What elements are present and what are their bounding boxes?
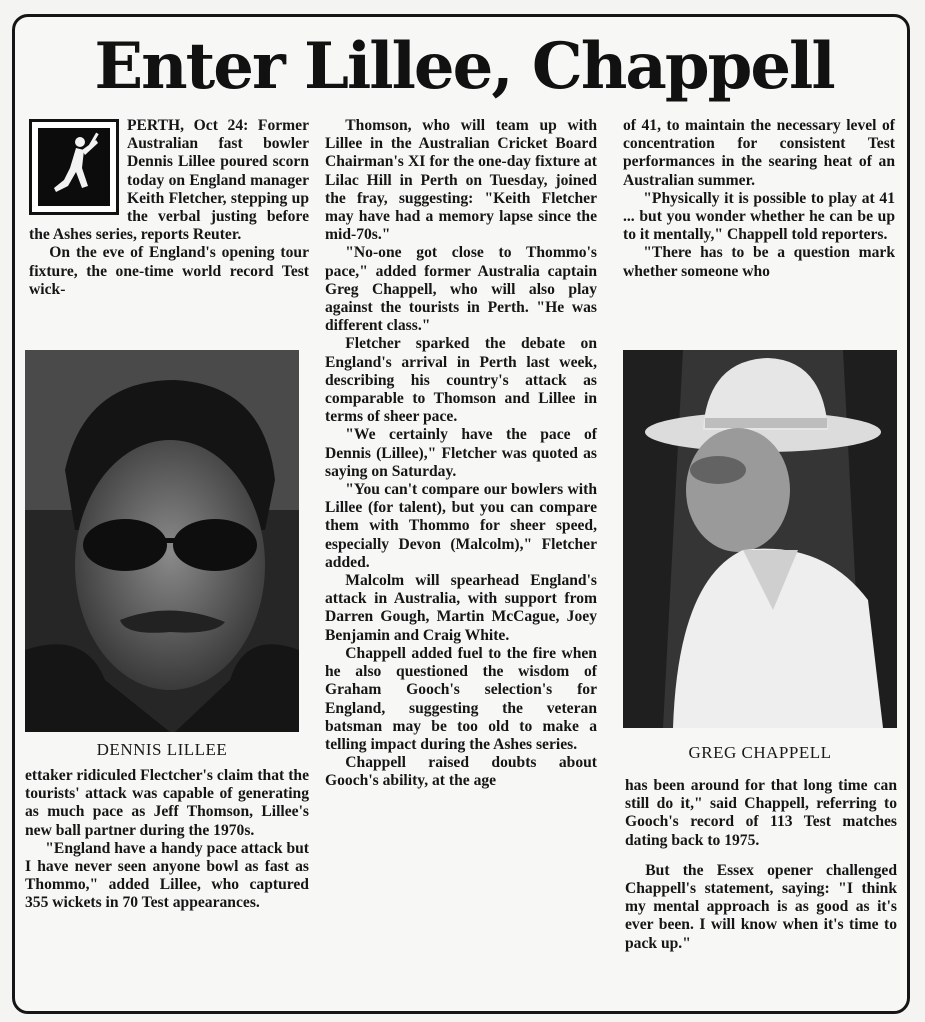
paragraph: "There has to be a question mark whether someone who: [623, 244, 895, 280]
paragraph: Chappell raised doubts about Gooch's ability, at the age: [325, 754, 597, 790]
column-3-bottom: [625, 777, 897, 953]
column-1-top: [29, 117, 309, 299]
paragraph: of 41, to maintain the necessary level of concentration for consistent Test performances in the searing heat of an Australian summer.: [623, 117, 895, 189]
paragraph: Chappell added fuel to the fire when he also questioned the wisdom of Graham Gooch's selection's for England, suggesting the veteran batsman may be too old to make a telling impact during the Ashes series.: [325, 644, 597, 753]
headline: Enter Lillee, Chappell: [94, 29, 834, 104]
cricketer-icon: [38, 128, 110, 206]
paragraph: Thomson, who will team up with Lillee in the Australian Cricket Board Chairman's XI for the one-day fixture at Lilac Hill in Perth on Tuesday, joined the fray, suggesting: "Keith Fletcher may have had a memory lapse since the mid-70s.": [325, 117, 597, 244]
column-3-top: [623, 117, 895, 281]
column-1-bottom: [25, 767, 309, 913]
newspaper-clipping: [12, 14, 910, 1014]
paragraph: PERTH, Oct 24: Former Australian fast bowler Dennis Lillee poured scorn today on England manager Keith Fletcher, stepping up the verbal justing before the Ashes series, reports Reuter.: [29, 117, 309, 244]
paragraph: "No-one got close to Thommo's pace," added former Australia captain Greg Chappell, who will also play against the tourists in Perth. "He was different class.": [325, 244, 597, 335]
caption-greg-chappell: GREG CHAPPELL: [688, 743, 832, 762]
column-2: [325, 117, 597, 791]
paragraph: has been around for that long time can still do it," said Chappell, referring to Gooch's record of 113 Test matches dating back to 1975.: [625, 777, 897, 849]
paragraph: "We certainly have the pace of Dennis (Lillee)," Fletcher was quoted as saying on Saturday.: [325, 426, 597, 480]
paragraph: "England have a handy pace attack but I have never seen anyone bowl as fast as Thommo," added Lillee, who captured 355 wickets in 70 Test appearances.: [25, 839, 309, 912]
paragraph: ettaker ridiculed Flectcher's claim that the tourists' attack was capable of generating as much pace as Jeff Thomson, Lillee's new ball partner during the 1970s.: [25, 767, 309, 839]
greg-chappell-photo: [623, 350, 897, 728]
cricket-logo: [29, 119, 119, 215]
caption-dennis-lillee: DENNIS LILLEE: [96, 740, 228, 759]
paragraph: Malcolm will spearhead England's attack in Australia, with support from Darren Gough, Martin McCague, Joey Benjamin and Craig White.: [325, 572, 597, 644]
paragraph: Fletcher sparked the debate on England's arrival in Perth last week, describing his country's attack as comparable to Thomson and Lillee in terms of sheer pace.: [325, 335, 597, 426]
dennis-lillee-photo: [25, 350, 299, 732]
paragraph: "Physically it is possible to play at 41 ... but you wonder whether he can be up to it mentally," Chappell told reporters.: [623, 189, 895, 244]
paragraph: "You can't compare our bowlers with Lillee (for talent), but you can compare them with Thommo for sheer speed, especially Devon (Malcolm)," Fletcher added.: [325, 481, 597, 571]
paragraph: On the eve of England's opening tour fixture, the one-time world record Test wick-: [29, 244, 309, 298]
paragraph: But the Essex opener challenged Chappell's statement, saying: "I think my mental approach is as good as it's ever been. I will know when it's time to pack up.": [625, 861, 897, 952]
